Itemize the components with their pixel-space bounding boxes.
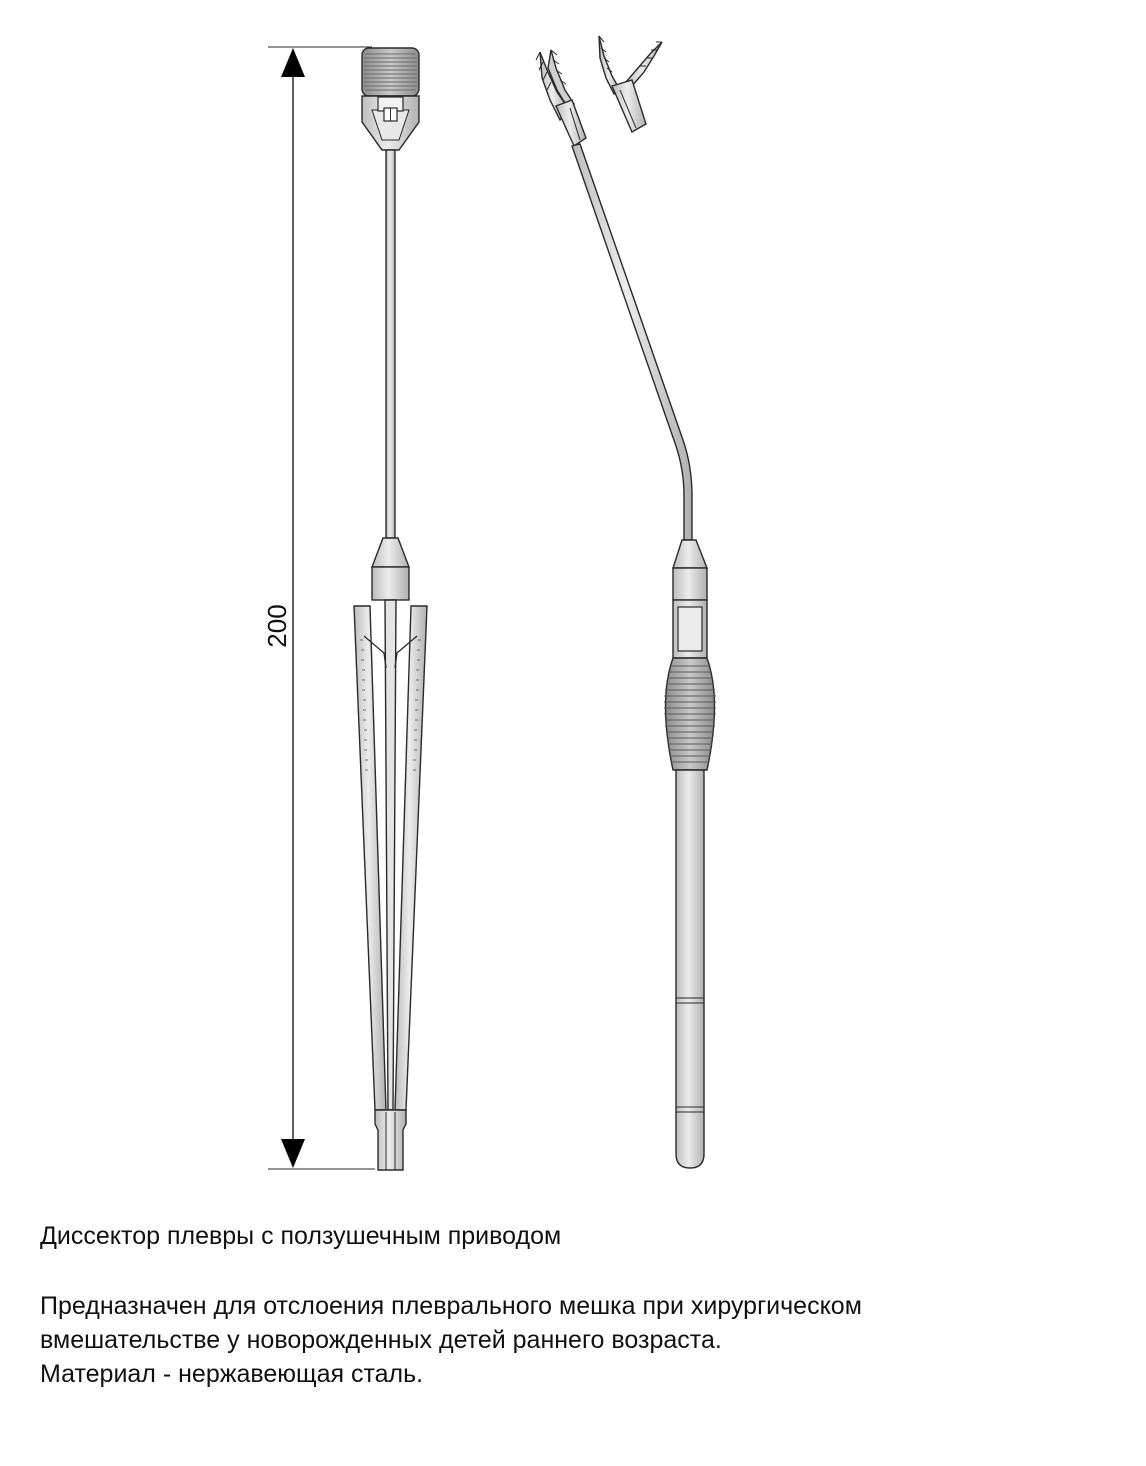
jaw-detail — [599, 36, 662, 132]
slider-block — [372, 567, 409, 600]
dissector-front-view — [354, 48, 427, 1170]
dissector-side-view — [536, 50, 716, 1168]
ribbed-head — [362, 48, 419, 150]
bent-shaft — [572, 144, 692, 540]
description-line: Предназначен для отслоения плеврального мешка при хирургическом — [40, 1292, 862, 1320]
dimension-arrow-top — [281, 48, 305, 77]
description-line: Материал - нержавеющая сталь. — [40, 1360, 424, 1388]
tail-end — [375, 1110, 406, 1170]
handle-window — [678, 607, 702, 651]
handle-cone — [673, 540, 707, 568]
shaft-rod — [386, 150, 395, 538]
dimension-arrow-bottom — [281, 1139, 305, 1168]
handle-body — [676, 770, 704, 1168]
dimension-label: 200 — [262, 604, 292, 648]
description-line: вмешательстве у новорожденных детей раннего возраста. — [40, 1326, 722, 1354]
central-rod — [385, 600, 396, 1110]
jaw-tip — [536, 50, 586, 146]
branch-left — [354, 606, 386, 1110]
slider-cone — [372, 538, 409, 567]
instrument-description — [40, 1289, 862, 1391]
branch-right — [395, 606, 427, 1110]
handle-collar — [673, 568, 707, 600]
instrument-title: Диссектор плевры с ползушечным приводом — [40, 1222, 562, 1250]
